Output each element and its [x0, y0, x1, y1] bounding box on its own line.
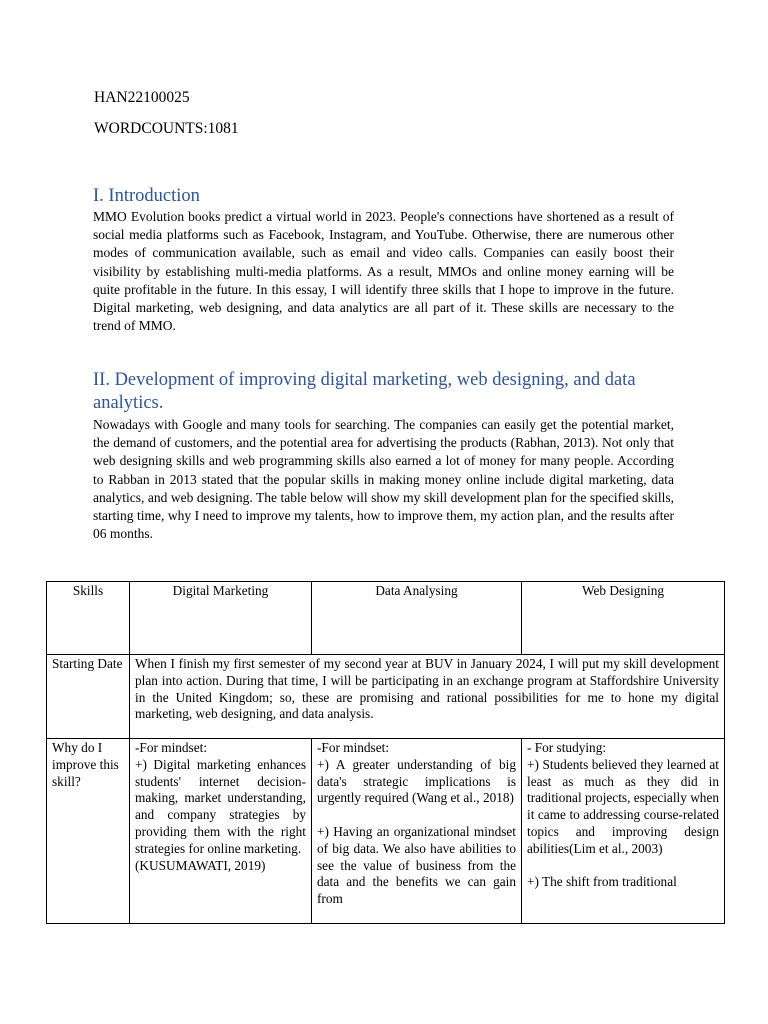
wd-title: - For studying:: [527, 740, 607, 755]
section-2-body: Nowadays with Google and many tools for searching. The companies can easily get the potential market, the demand of customers, and the potential area for advertising the products (Rabhan, 2013). Not only that web designing skills and web programming skills also earned a lot of money for many people. According to Rabban in 2013 stated that the popular skills in making money online include digital marketing, data analytics, and web designing. The table below will show my skill development plan for the specified skills, starting time, why I need to improve my talents, how to improve them, my action plan, and the results after 06 months.: [93, 417, 674, 542]
header-data-analysing: Data Analysing: [312, 582, 522, 655]
skill-development-table: [46, 581, 725, 924]
wd-point-2: +) The shift from traditional: [527, 874, 677, 890]
word-count: WORDCOUNTS:1081: [94, 120, 239, 137]
da-point-1: +) A greater understanding of big data's strategic implications is urgently required (Wang et al., 2018): [317, 756, 516, 806]
why-label: Why do I improve this skill?: [47, 739, 130, 924]
starting-date-label: Starting Date: [47, 655, 130, 739]
why-data-analysing-cell: [312, 739, 522, 924]
table-row-why: [47, 739, 725, 924]
table-row-starting-date: [47, 655, 725, 739]
section-2-heading: II. Development of improving digital marketing, web designing, and data analytics.: [93, 370, 636, 413]
dm-point: +) Digital marketing enhances students' internet decision-making, market understanding, and company strategies by providing them with the right strategies for online marketing.: [135, 756, 306, 856]
header-skills: Skills: [47, 582, 130, 655]
header-web-designing: Web Designing: [522, 582, 725, 655]
header-digital-marketing: Digital Marketing: [130, 582, 312, 655]
why-digital-marketing-cell: [130, 739, 312, 924]
wd-point-1: +) Students believed they learned at least as much as they did in traditional projects, especially when it came to addressing course-related topics and improving design abilities(Lim et al., 2003): [527, 756, 719, 856]
section-1-body: MMO Evolution books predict a virtual world in 2023. People's connections have shortened as a result of social media platforms such as Facebook, Instagram, and YouTube. Otherwise, there are numerous other modes of communication available, such as email and video calls. Companies can easily boost their visibility by establishing multi-media platforms. As a result, MMOs and online money earning will be quite profitable in the future. In this essay, I will identify three skills that I hope to improve in the future. Digital marketing, web designing, and data analytics are all part of it. These skills are necessary to the trend of MMO.: [93, 209, 674, 334]
table-header-row: [47, 582, 725, 655]
starting-date-text: When I finish my first semester of my second year at BUV in January 2024, I will put my skill development plan into action. During that time, I will be participating in an exchange program at Staffordshire University in the United Kingdom; so, these are promising and rational possibilities for me to hone my digital marketing, web designing, and data analysis.: [130, 655, 725, 739]
dm-citation: (KUSUMAWATI, 2019): [135, 857, 266, 873]
da-point-2: +) Having an organizational mindset of big data. We also have abilities to see the value of business from the data and the benefits we can gain from: [317, 823, 516, 906]
da-title: -For mindset:: [317, 740, 390, 755]
student-id: HAN22100025: [94, 89, 190, 106]
why-web-designing-cell: [522, 739, 725, 924]
dm-title: -For mindset:: [135, 740, 208, 755]
section-1-heading: I. Introduction: [93, 186, 200, 206]
